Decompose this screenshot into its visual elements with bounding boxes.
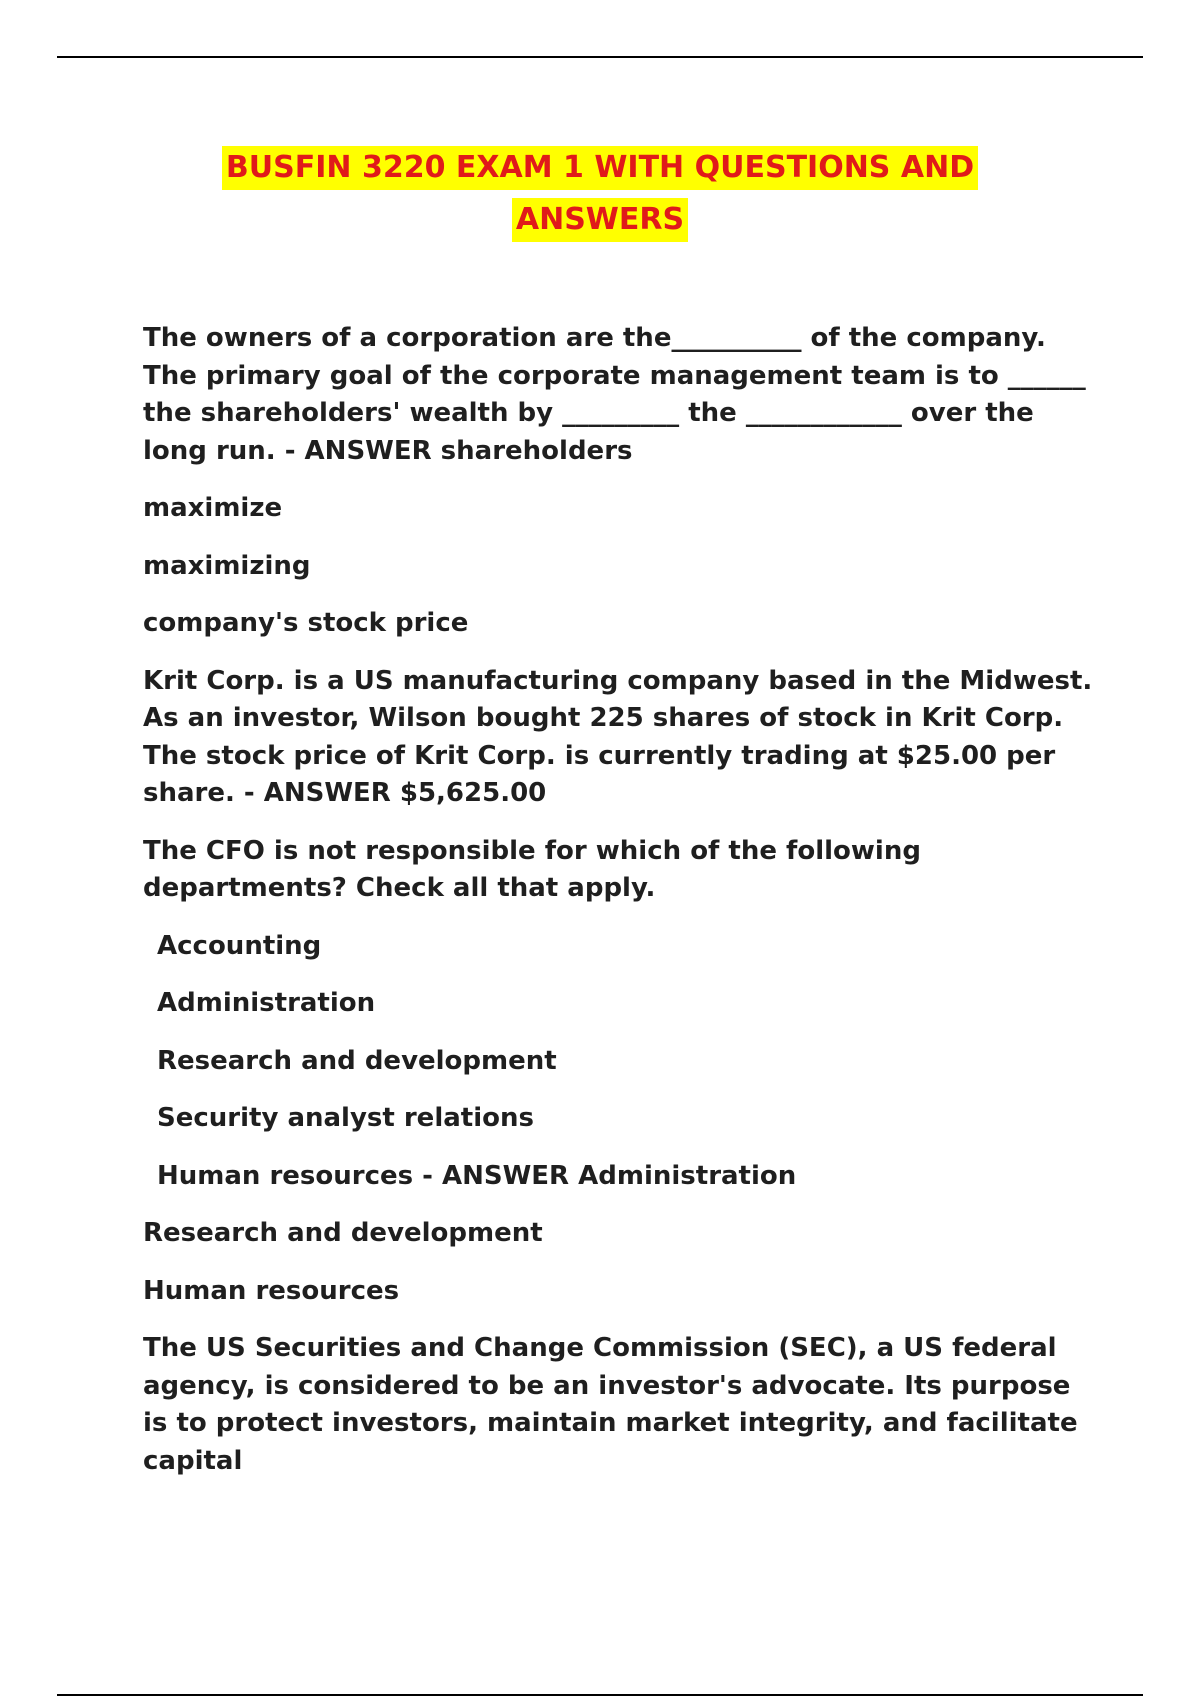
top-rule <box>57 56 1143 58</box>
answer-line: maximizing <box>143 550 311 581</box>
option-item: Accounting <box>157 930 322 961</box>
answer-line: Human resources <box>143 1275 400 1306</box>
answer-line: company's stock price <box>143 608 469 638</box>
answer-line: Research and development <box>143 1218 543 1248</box>
option-item: Human resources - ANSWER Administration <box>157 1160 797 1191</box>
question-2: Krit Corp. is a US manufacturing company based in the Midwest. As an investor, Wilson bought 225 shares of stock in Krit Corp. The stock price of Krit Corp. is currently trading at $25.00 per share. - ANSWER $5,625.00 <box>143 665 1093 808</box>
option-item: Security analyst relations <box>157 1103 534 1133</box>
question-1: The owners of a corporation are the__________ of the company. The primary goal of the corporate management team is to ______ the shareholders' wealth by _________ the ____________ over the long run. - ANSWER shareholders <box>143 323 1086 466</box>
title-line-1: BUSFIN 3220 EXAM 1 WITH QUESTIONS AND <box>222 146 978 190</box>
option-item: Research and development <box>157 1045 557 1076</box>
title-line-2: ANSWERS <box>512 198 688 242</box>
bottom-rule <box>57 1694 1143 1696</box>
answer-line: maximize <box>143 493 283 523</box>
question-4: The US Securities and Change Commission (SEC), a US federal agency, is considered to be an investor's advocate. Its purpose is to protect investors, maintain market integrity, and facilitate capital <box>143 1333 1078 1476</box>
document-body <box>143 320 1103 1500</box>
document-title <box>0 142 1200 246</box>
question-3: The CFO is not responsible for which of the following departments? Check all that apply. <box>143 835 921 903</box>
option-item: Administration <box>157 988 376 1018</box>
